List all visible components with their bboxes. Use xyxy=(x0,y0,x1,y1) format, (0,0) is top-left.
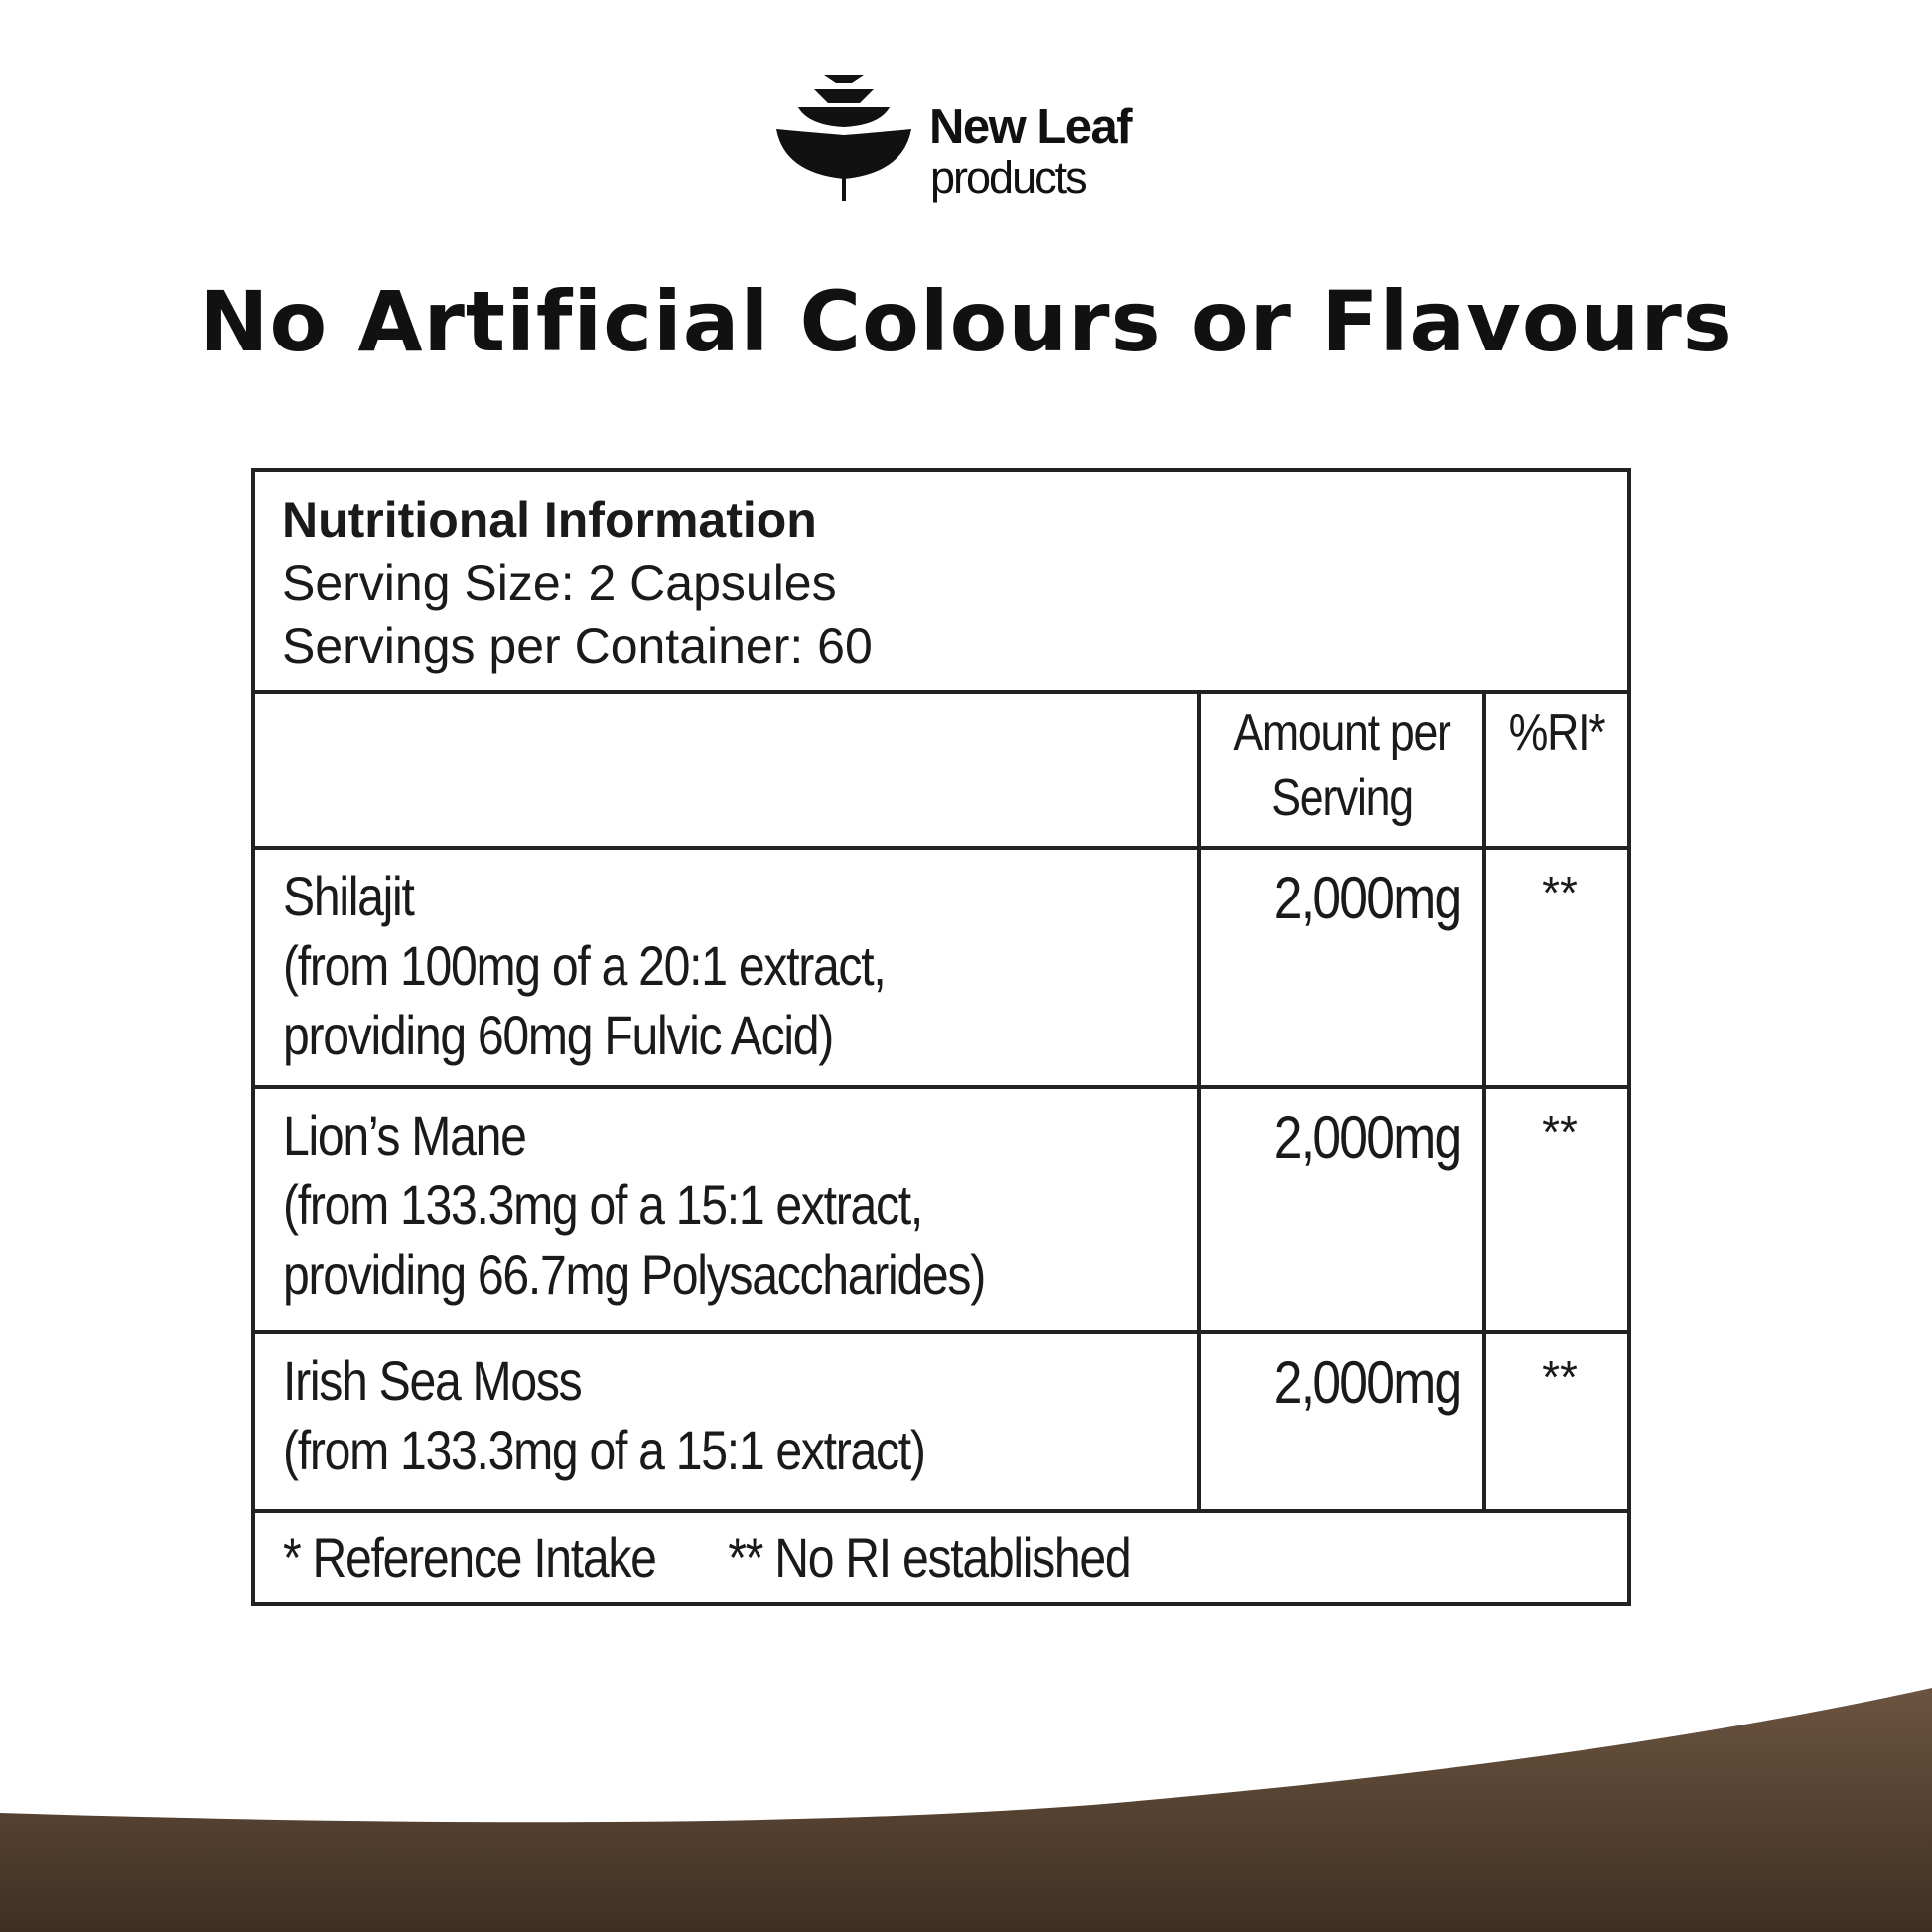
amount-value: 2,000mg xyxy=(1273,1104,1460,1171)
column-header-amount-line1: Amount per xyxy=(1233,704,1450,761)
column-header-blank xyxy=(255,694,1201,846)
ingredient-name: Irish Sea Moss xyxy=(283,1349,582,1412)
bottom-swoosh-decoration xyxy=(0,1688,1932,1932)
ingredient-name: Lion’s Mane xyxy=(283,1104,526,1167)
column-header-amount xyxy=(1201,694,1486,846)
ingredient-name: Shilajit xyxy=(283,865,414,927)
brand-name: New Leaf xyxy=(929,100,1132,154)
amount-value: 2,000mg xyxy=(1273,865,1460,931)
ingredient-cell xyxy=(255,1334,1201,1509)
ingredient-detail: (from 100mg of a 20:1 extract, xyxy=(283,934,886,997)
amount-value: 2,000mg xyxy=(1273,1349,1460,1416)
page-headline: No Artificial Colours or Flavours xyxy=(199,273,1733,370)
nutrition-table xyxy=(251,468,1631,1606)
table-row xyxy=(255,850,1627,1089)
column-header-ri xyxy=(1486,694,1627,846)
column-header-row xyxy=(255,694,1627,850)
ri-cell xyxy=(1486,1089,1627,1330)
column-header-ri-label: %RI* xyxy=(1508,704,1605,761)
amount-cell xyxy=(1201,1334,1486,1509)
table-row xyxy=(255,1334,1627,1513)
serving-size: Serving Size: 2 Capsules xyxy=(282,555,837,611)
ri-cell xyxy=(1486,850,1627,1085)
amount-cell xyxy=(1201,1089,1486,1330)
ri-value: ** xyxy=(1542,1106,1578,1158)
ri-value: ** xyxy=(1542,867,1578,918)
ingredient-cell xyxy=(255,850,1201,1085)
nutrition-header xyxy=(255,472,1627,694)
brand-logo xyxy=(776,73,1193,212)
footnote-text: * Reference Intake ** No RI established xyxy=(283,1526,1131,1588)
servings-per-container: Servings per Container: 60 xyxy=(282,619,873,674)
brand-subname: products xyxy=(930,152,1086,203)
table-row xyxy=(255,1089,1627,1334)
amount-cell xyxy=(1201,850,1486,1085)
nutrition-title: Nutritional Information xyxy=(282,492,817,548)
ingredient-detail: providing 60mg Fulvic Acid) xyxy=(283,1004,834,1066)
tiered-leaf-tree-icon xyxy=(776,73,911,203)
nutrition-footnote xyxy=(255,1513,1627,1602)
column-header-amount-line2: Serving xyxy=(1271,769,1413,827)
ri-cell xyxy=(1486,1334,1627,1509)
ingredient-detail: (from 133.3mg of a 15:1 extract) xyxy=(283,1419,925,1481)
ingredient-cell xyxy=(255,1089,1201,1330)
ri-value: ** xyxy=(1542,1351,1578,1403)
ingredient-detail: providing 66.7mg Polysaccharides) xyxy=(283,1243,985,1306)
ingredient-detail: (from 133.3mg of a 15:1 extract, xyxy=(283,1173,922,1236)
